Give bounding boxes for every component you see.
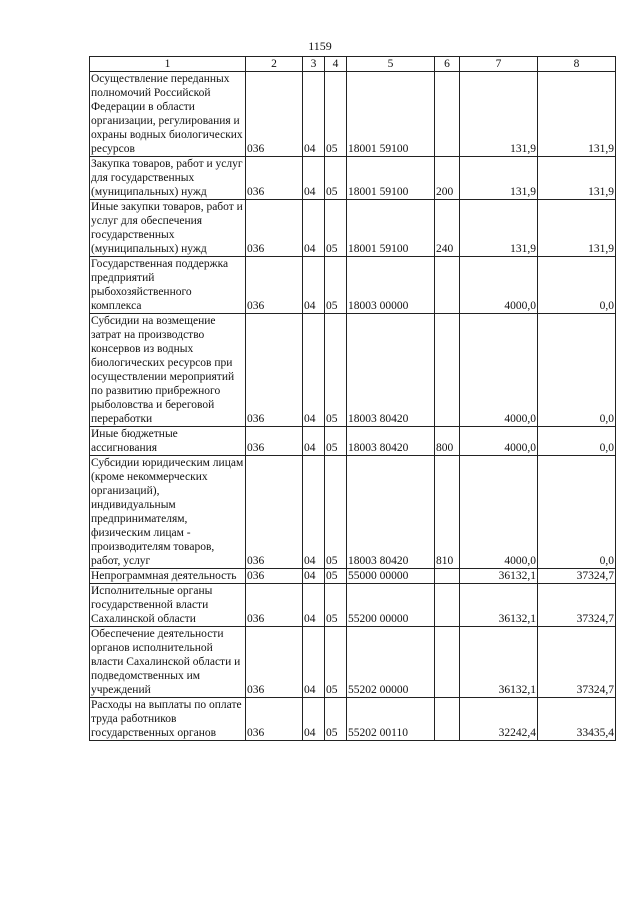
amount-year1-cell: 36132,1 (460, 627, 538, 698)
row-name-cell: Осуществление переданных полномочий Российской Федерации в области организации, регулирования и охраны водных биологических ресурсов (90, 72, 246, 157)
target-article-cell: 55000 00000 (347, 569, 435, 584)
amount-year2-cell: 131,9 (538, 72, 616, 157)
subsection-cell: 05 (325, 627, 347, 698)
header-cell: 7 (460, 57, 538, 72)
target-article-cell: 18003 80420 (347, 456, 435, 569)
section-cell: 04 (303, 569, 325, 584)
expense-type-cell: 240 (435, 200, 460, 257)
table-row (90, 72, 616, 157)
amount-year1-cell: 4000,0 (460, 257, 538, 314)
subsection-cell: 05 (325, 157, 347, 200)
target-article-cell: 18001 59100 (347, 72, 435, 157)
header-cell: 3 (303, 57, 325, 72)
section-cell: 04 (303, 200, 325, 257)
code-admin-cell: 036 (246, 257, 303, 314)
target-article-cell: 18003 00000 (347, 257, 435, 314)
row-name-cell: Иные закупки товаров, работ и услуг для обеспечения государственных (муниципальных) нужд (90, 200, 246, 257)
expense-type-cell: 200 (435, 157, 460, 200)
header-cell: 2 (246, 57, 303, 72)
table-row (90, 314, 616, 427)
amount-year1-cell: 4000,0 (460, 427, 538, 456)
budget-table (89, 56, 616, 741)
table-body (90, 57, 616, 741)
code-admin-cell: 036 (246, 584, 303, 627)
amount-year1-cell: 131,9 (460, 72, 538, 157)
expense-type-cell (435, 627, 460, 698)
table-row (90, 257, 616, 314)
amount-year2-cell: 131,9 (538, 200, 616, 257)
amount-year1-cell: 4000,0 (460, 314, 538, 427)
table-row (90, 698, 616, 741)
section-cell: 04 (303, 456, 325, 569)
row-name-cell: Субсидии на возмещение затрат на производство консервов из водных биологических ресурсов при осуществлении мероприятий по развитию прибрежного рыболовства и береговой переработки (90, 314, 246, 427)
section-cell: 04 (303, 257, 325, 314)
header-cell: 5 (347, 57, 435, 72)
row-name-cell: Государственная поддержка предприятий рыбохозяйственного комплекса (90, 257, 246, 314)
expense-type-cell (435, 257, 460, 314)
amount-year2-cell: 37324,7 (538, 569, 616, 584)
row-name-cell: Субсидии юридическим лицам (кроме некоммерческих организаций), индивидуальным предпринимателям, физическим лицам - производителям товаров, работ, услуг (90, 456, 246, 569)
section-cell: 04 (303, 584, 325, 627)
section-cell: 04 (303, 627, 325, 698)
expense-type-cell: 800 (435, 427, 460, 456)
target-article-cell: 18003 80420 (347, 314, 435, 427)
header-cell: 4 (325, 57, 347, 72)
code-admin-cell: 036 (246, 698, 303, 741)
amount-year2-cell: 37324,7 (538, 627, 616, 698)
expense-type-cell (435, 569, 460, 584)
amount-year2-cell: 0,0 (538, 257, 616, 314)
subsection-cell: 05 (325, 257, 347, 314)
target-article-cell: 55202 00000 (347, 627, 435, 698)
target-article-cell: 55200 00000 (347, 584, 435, 627)
code-admin-cell: 036 (246, 72, 303, 157)
amount-year2-cell: 0,0 (538, 456, 616, 569)
table-row (90, 627, 616, 698)
amount-year2-cell: 37324,7 (538, 584, 616, 627)
row-name-cell: Иные бюджетные ассигнования (90, 427, 246, 456)
expense-type-cell (435, 698, 460, 741)
table-row (90, 569, 616, 584)
header-cell: 6 (435, 57, 460, 72)
subsection-cell: 05 (325, 569, 347, 584)
row-name-cell: Обеспечение деятельности органов исполнительной власти Сахалинской области и подведомственных им учреждений (90, 627, 246, 698)
row-name-cell: Исполнительные органы государственной власти Сахалинской области (90, 584, 246, 627)
amount-year1-cell: 32242,4 (460, 698, 538, 741)
table-row (90, 427, 616, 456)
page-number: 1159 (308, 39, 332, 53)
table-row (90, 584, 616, 627)
amount-year1-cell: 36132,1 (460, 584, 538, 627)
target-article-cell: 18003 80420 (347, 427, 435, 456)
subsection-cell: 05 (325, 584, 347, 627)
code-admin-cell: 036 (246, 456, 303, 569)
amount-year2-cell: 33435,4 (538, 698, 616, 741)
subsection-cell: 05 (325, 314, 347, 427)
section-cell: 04 (303, 314, 325, 427)
code-admin-cell: 036 (246, 314, 303, 427)
header-row (90, 57, 616, 72)
expense-type-cell: 810 (435, 456, 460, 569)
amount-year1-cell: 36132,1 (460, 569, 538, 584)
subsection-cell: 05 (325, 456, 347, 569)
row-name-cell: Непрограммная деятельность (90, 569, 246, 584)
subsection-cell: 05 (325, 698, 347, 741)
code-admin-cell: 036 (246, 627, 303, 698)
target-article-cell: 18001 59100 (347, 157, 435, 200)
expense-type-cell (435, 72, 460, 157)
expense-type-cell (435, 314, 460, 427)
code-admin-cell: 036 (246, 157, 303, 200)
target-article-cell: 18001 59100 (347, 200, 435, 257)
amount-year1-cell: 131,9 (460, 157, 538, 200)
section-cell: 04 (303, 72, 325, 157)
subsection-cell: 05 (325, 72, 347, 157)
amount-year1-cell: 4000,0 (460, 456, 538, 569)
expense-type-cell (435, 584, 460, 627)
table-row (90, 456, 616, 569)
row-name-cell: Расходы на выплаты по оплате труда работников государственных органов (90, 698, 246, 741)
code-admin-cell: 036 (246, 569, 303, 584)
table-row (90, 200, 616, 257)
header-cell: 1 (90, 57, 246, 72)
amount-year2-cell: 0,0 (538, 314, 616, 427)
subsection-cell: 05 (325, 200, 347, 257)
amount-year1-cell: 131,9 (460, 200, 538, 257)
target-article-cell: 55202 00110 (347, 698, 435, 741)
amount-year2-cell: 0,0 (538, 427, 616, 456)
code-admin-cell: 036 (246, 200, 303, 257)
table-row (90, 157, 616, 200)
section-cell: 04 (303, 427, 325, 456)
header-cell: 8 (538, 57, 616, 72)
subsection-cell: 05 (325, 427, 347, 456)
section-cell: 04 (303, 698, 325, 741)
amount-year2-cell: 131,9 (538, 157, 616, 200)
row-name-cell: Закупка товаров, работ и услуг для государственных (муниципальных) нужд (90, 157, 246, 200)
section-cell: 04 (303, 157, 325, 200)
code-admin-cell: 036 (246, 427, 303, 456)
